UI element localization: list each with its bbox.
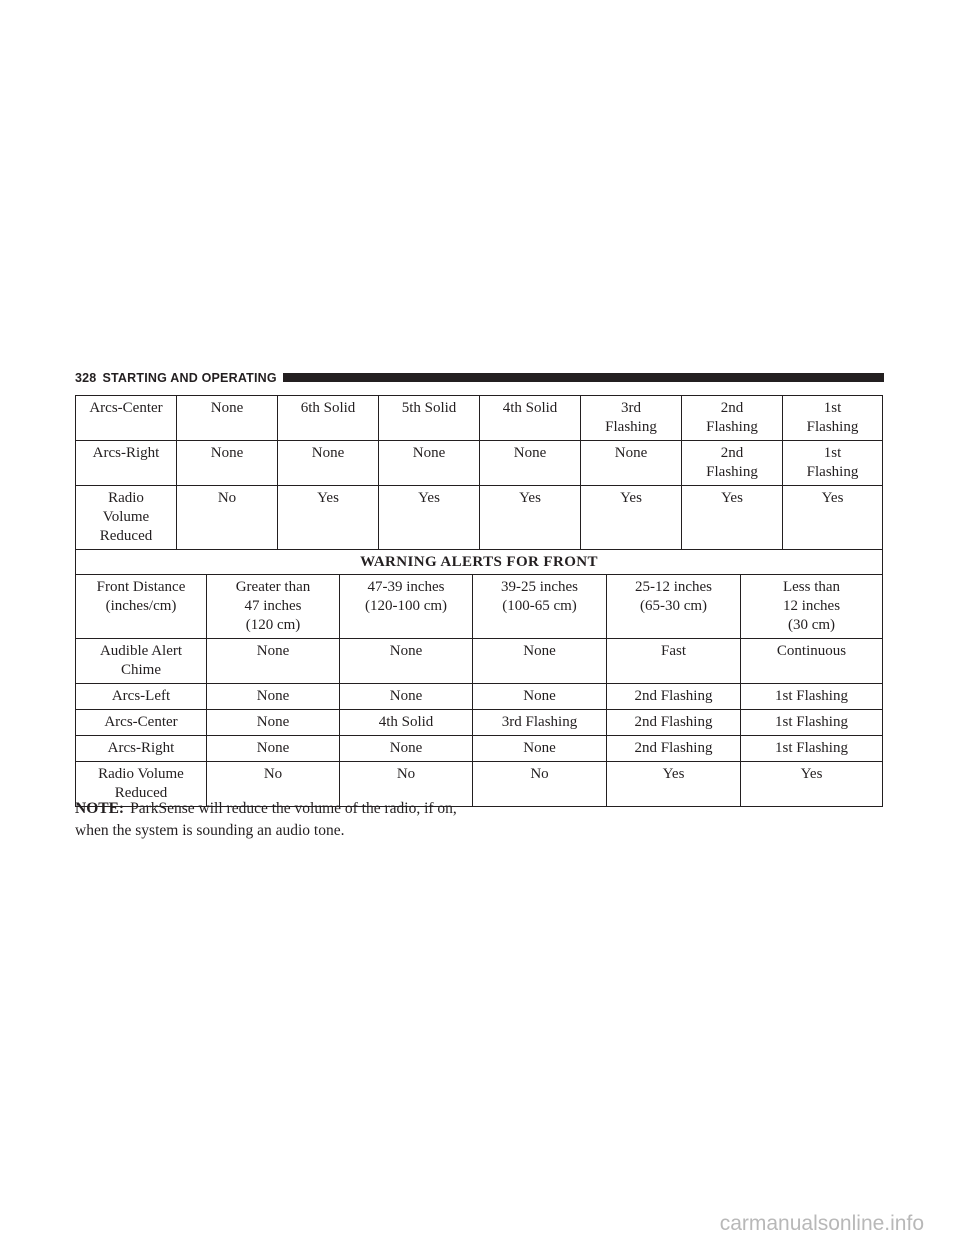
section-title: STARTING AND OPERATING — [102, 370, 277, 385]
front-warning-table — [75, 549, 883, 807]
header-rule — [283, 373, 884, 382]
rear-table-row-label: Arcs-Right — [76, 441, 177, 486]
table-row — [76, 441, 883, 486]
table-row — [76, 486, 883, 550]
front-table-cell: Yes — [741, 762, 883, 807]
rear-table-cell: 1st Flashing — [783, 396, 883, 441]
front-table-cell: 2nd Flashing — [607, 736, 741, 762]
page-header — [75, 369, 884, 386]
front-table-cell: None — [473, 736, 607, 762]
front-table-row-label: Arcs-Right — [76, 736, 207, 762]
rear-table-cell: None — [581, 441, 682, 486]
front-table-cell: No — [340, 762, 473, 807]
front-table-cell: None — [207, 736, 340, 762]
watermark: carmanualsonline.info — [719, 1212, 924, 1235]
front-table-cell: 1st Flashing — [741, 736, 883, 762]
note-paragraph — [75, 798, 475, 842]
front-table-cell: None — [340, 639, 473, 684]
rear-table-cell: None — [379, 441, 480, 486]
rear-table-cell: 6th Solid — [278, 396, 379, 441]
front-table-cell: None — [207, 710, 340, 736]
front-table-cell: None — [340, 736, 473, 762]
front-table-cell: 1st Flashing — [741, 684, 883, 710]
front-table-cell: 3rd Flashing — [473, 710, 607, 736]
rear-table-cell: 5th Solid — [379, 396, 480, 441]
rear-table-cell: Yes — [783, 486, 883, 550]
front-table-cell: Greater than 47 inches (120 cm) — [207, 575, 340, 639]
rear-table-row-label: Arcs-Center — [76, 396, 177, 441]
rear-table-row-label: Radio Volume Reduced — [76, 486, 177, 550]
front-table-cell: 47-39 inches (120-100 cm) — [340, 575, 473, 639]
front-table-cell: None — [207, 639, 340, 684]
rear-table-cell: Yes — [379, 486, 480, 550]
rear-table-cell: 1st Flashing — [783, 441, 883, 486]
table-row — [76, 639, 883, 684]
front-table-title: WARNING ALERTS FOR FRONT — [76, 550, 883, 575]
rear-warning-table-continued — [75, 395, 883, 550]
front-table-cell: 25-12 inches (65-30 cm) — [607, 575, 741, 639]
table-row — [76, 684, 883, 710]
front-table-cell: No — [207, 762, 340, 807]
rear-table-cell: Yes — [480, 486, 581, 550]
note-label: NOTE: — [75, 800, 125, 817]
front-table-cell: Yes — [607, 762, 741, 807]
rear-table-cell: None — [480, 441, 581, 486]
page-number: 328 — [75, 370, 97, 385]
front-table-row-label: Audible Alert Chime — [76, 639, 207, 684]
front-table-cell: None — [207, 684, 340, 710]
front-table-cell: Less than 12 inches (30 cm) — [741, 575, 883, 639]
rear-table-cell: Yes — [278, 486, 379, 550]
rear-table-cell: Yes — [682, 486, 783, 550]
rear-table-cell: None — [278, 441, 379, 486]
front-table-cell: 39-25 inches (100-65 cm) — [473, 575, 607, 639]
rear-table-cell: None — [177, 441, 278, 486]
front-table-cell: 1st Flashing — [741, 710, 883, 736]
front-table-cell: No — [473, 762, 607, 807]
table-row — [76, 710, 883, 736]
rear-table-cell: 4th Solid — [480, 396, 581, 441]
front-table-cell: Fast — [607, 639, 741, 684]
front-table-row-label: Front Distance (inches/cm) — [76, 575, 207, 639]
front-table-cell: None — [340, 684, 473, 710]
note-text: ParkSense will reduce the volume of the radio, if on, when the system is sounding an audio tone. — [75, 800, 457, 839]
front-table-cell: None — [473, 639, 607, 684]
front-table-cell: 2nd Flashing — [607, 684, 741, 710]
rear-table-cell: No — [177, 486, 278, 550]
front-table-cell: 2nd Flashing — [607, 710, 741, 736]
front-table-row-label: Radio Volume Reduced — [76, 762, 207, 807]
table-row — [76, 736, 883, 762]
rear-table-cell: 2nd Flashing — [682, 396, 783, 441]
rear-table-cell: Yes — [581, 486, 682, 550]
front-table-cell: Continuous — [741, 639, 883, 684]
table-row — [76, 575, 883, 639]
front-table-row-label: Arcs-Center — [76, 710, 207, 736]
rear-table-cell: None — [177, 396, 278, 441]
front-table-cell: None — [473, 684, 607, 710]
front-table-cell: 4th Solid — [340, 710, 473, 736]
rear-table-cell: 2nd Flashing — [682, 441, 783, 486]
rear-table-cell: 3rd Flashing — [581, 396, 682, 441]
table-row — [76, 396, 883, 441]
front-table-row-label: Arcs-Left — [76, 684, 207, 710]
